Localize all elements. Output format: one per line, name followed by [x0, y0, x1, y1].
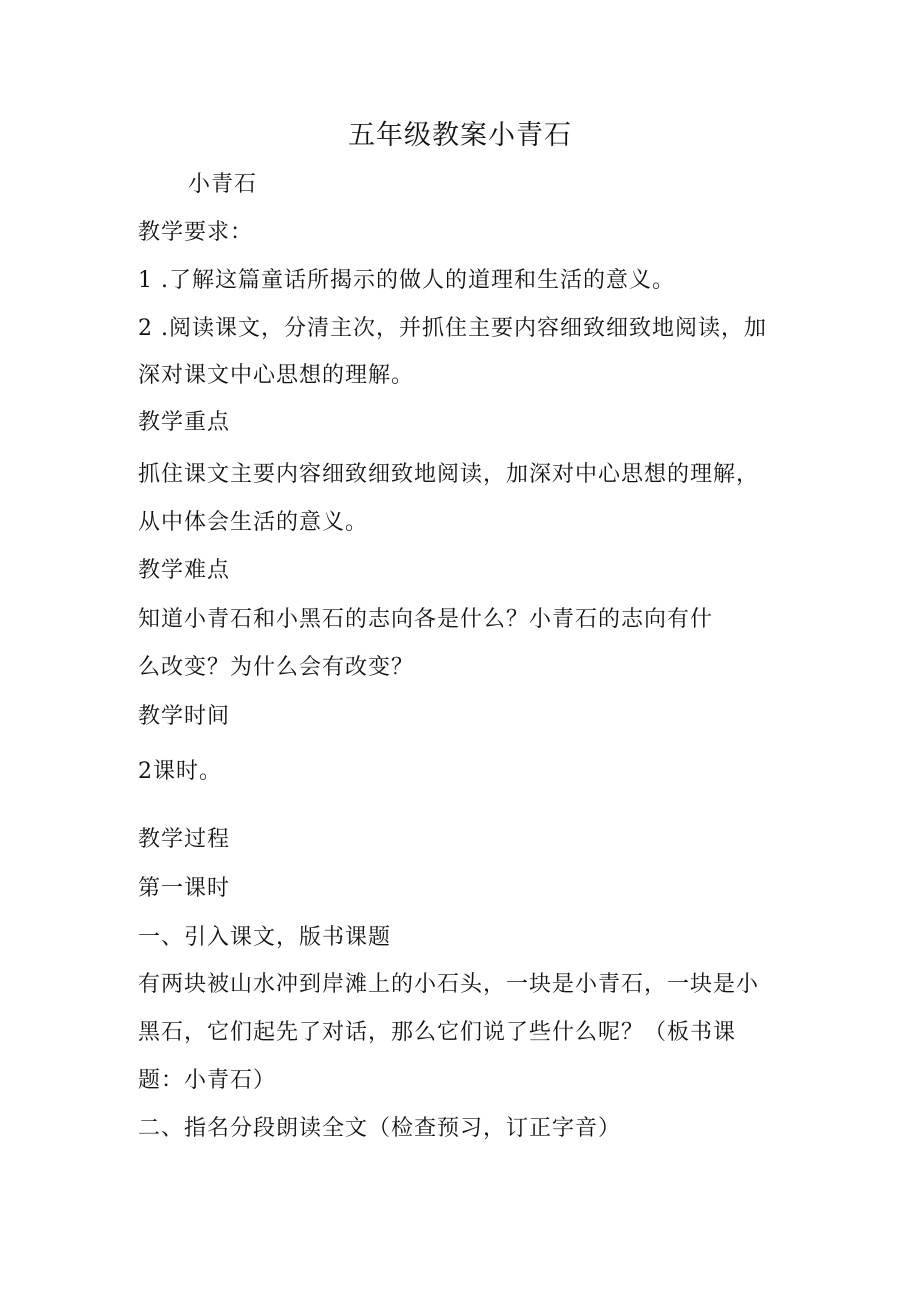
heading-key-points: 教学重点 [138, 410, 231, 435]
section-one-para-line-1: 有两块被山水冲到岸滩上的小石头，一块是小青石，一块是小 [138, 972, 760, 997]
key-points-line-1: 抓住课文主要内容细致细致地阅读，加深对中心思想的理解， [138, 462, 760, 487]
section-one-para-line-2: 黑石，它们起先了对话，那么它们说了些什么呢？（板书课 [138, 1020, 737, 1045]
section-two-heading: 二、指名分段朗读全文（检查预习，订正字音） [138, 1116, 622, 1141]
difficulties-line-2: 么改变？为什么会有改变？ [138, 655, 415, 680]
key-points-line-2: 从中体会生活的意义。 [138, 510, 369, 535]
heading-difficulties: 教学难点 [138, 558, 231, 583]
section-one-heading: 一、引入课文，版书课题 [138, 925, 392, 950]
heading-teaching-process: 教学过程 [138, 827, 231, 852]
requirement-item-1: 1 .了解这篇童话所揭示的做人的道理和生活的意义。 [138, 268, 675, 293]
heading-teaching-requirements: 教学要求： [138, 220, 254, 245]
requirement-item-2-line-1: 2 .阅读课文，分清主次，并抓住主要内容细致细致地阅读，加 [138, 316, 767, 341]
section-one-para-line-3: 题：小青石） [138, 1068, 277, 1093]
teaching-time-value: 2课时。 [138, 759, 222, 784]
heading-first-lesson: 第一课时 [138, 876, 231, 901]
difficulties-line-1: 知道小青石和小黑石的志向各是什么？小青石的志向有什 [138, 607, 714, 632]
lesson-subtitle: 小青石 [188, 172, 258, 197]
document-title: 五年级教案小青石 [348, 120, 572, 151]
heading-teaching-time: 教学时间 [138, 704, 231, 729]
requirement-item-2-line-2: 深对课文中心思想的理解。 [138, 363, 415, 388]
